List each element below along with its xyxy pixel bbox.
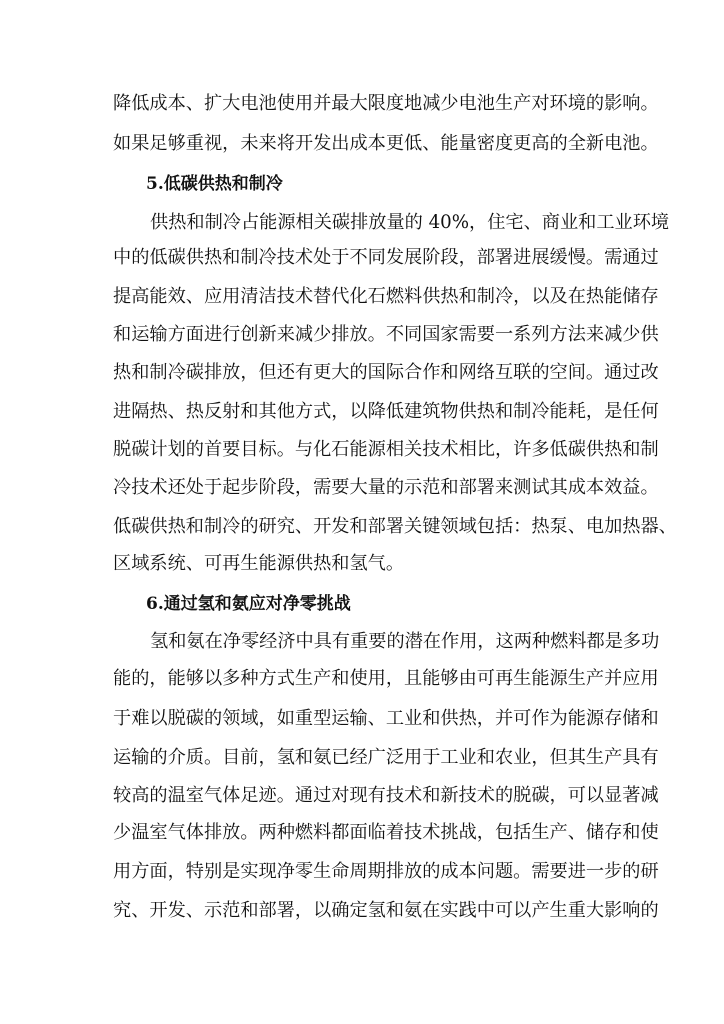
paragraph-line: 和运输方面进行创新来减少排放。不同国家需要一系列方法来减少供 — [113, 324, 659, 345]
paragraph-line: 中的低碳供热和制冷技术处于不同发展阶段，部署进展缓慢。需通过 — [113, 247, 659, 268]
paragraph-line: 用方面，特别是实现净零生命周期排放的成本问题。需要进一步的研 — [113, 861, 659, 882]
paragraph-line: 能的，能够以多种方式生产和使用，且能够由可再生能源生产并应用 — [113, 668, 659, 689]
paragraph-line: 较高的温室气体足迹。通过对现有技术和新技术的脱碳，可以显著减 — [113, 785, 659, 806]
paragraph-line: 冷技术还处于起步阶段，需要大量的示范和部署来测试其成本效益。 — [113, 477, 659, 498]
paragraph-line: 少温室气体排放。两种燃料都面临着技术挑战，包括生产、储存和使 — [113, 822, 659, 843]
paragraph-line: 供热和制冷占能源相关碳排放量的 40%，住宅、商业和工业环境 — [150, 212, 670, 233]
paragraph-line: 进隔热、热反射和其他方式，以降低建筑物供热和制冷能耗，是任何 — [113, 401, 659, 422]
paragraph-line: 提高能效、应用清洁技术替代化石燃料供热和制冷，以及在热能储存 — [113, 286, 659, 307]
paragraph-line: 低碳供热和制冷的研究、开发和部署关键领域包括：热泵、电加热器、 — [113, 516, 677, 537]
section-heading-6: 6.通过氢和氨应对净零挑战 — [146, 594, 351, 614]
paragraph-line: 于难以脱碳的领域，如重型运输、工业和供热，并可作为能源存储和 — [113, 708, 659, 729]
section-heading-5: 5.低碳供热和制冷 — [146, 174, 283, 194]
paragraph-line: 热和制冷碳排放，但还有更大的国际合作和网络互联的空间。通过改 — [113, 362, 659, 383]
paragraph-line: 氢和氨在净零经济中具有重要的潜在作用，这两种燃料都是多功 — [150, 631, 660, 652]
paragraph-line: 区域系统、可再生能源供热和氢气。 — [113, 553, 405, 574]
paragraph-line: 降低成本、扩大电池使用并最大限度地减少电池生产对环境的影响。 — [113, 93, 659, 114]
paragraph-line: 脱碳计划的首要目标。与化石能源相关技术相比，许多低碳供热和制 — [113, 439, 659, 460]
paragraph-line: 究、开发、示范和部署，以确定氢和氨在实践中可以产生重大影响的 — [113, 900, 659, 921]
paragraph-line: 如果足够重视，未来将开发出成本更低、能量密度更高的全新电池。 — [113, 133, 659, 154]
paragraph-line: 运输的介质。目前，氢和氨已经广泛用于工业和农业，但其生产具有 — [113, 747, 659, 768]
